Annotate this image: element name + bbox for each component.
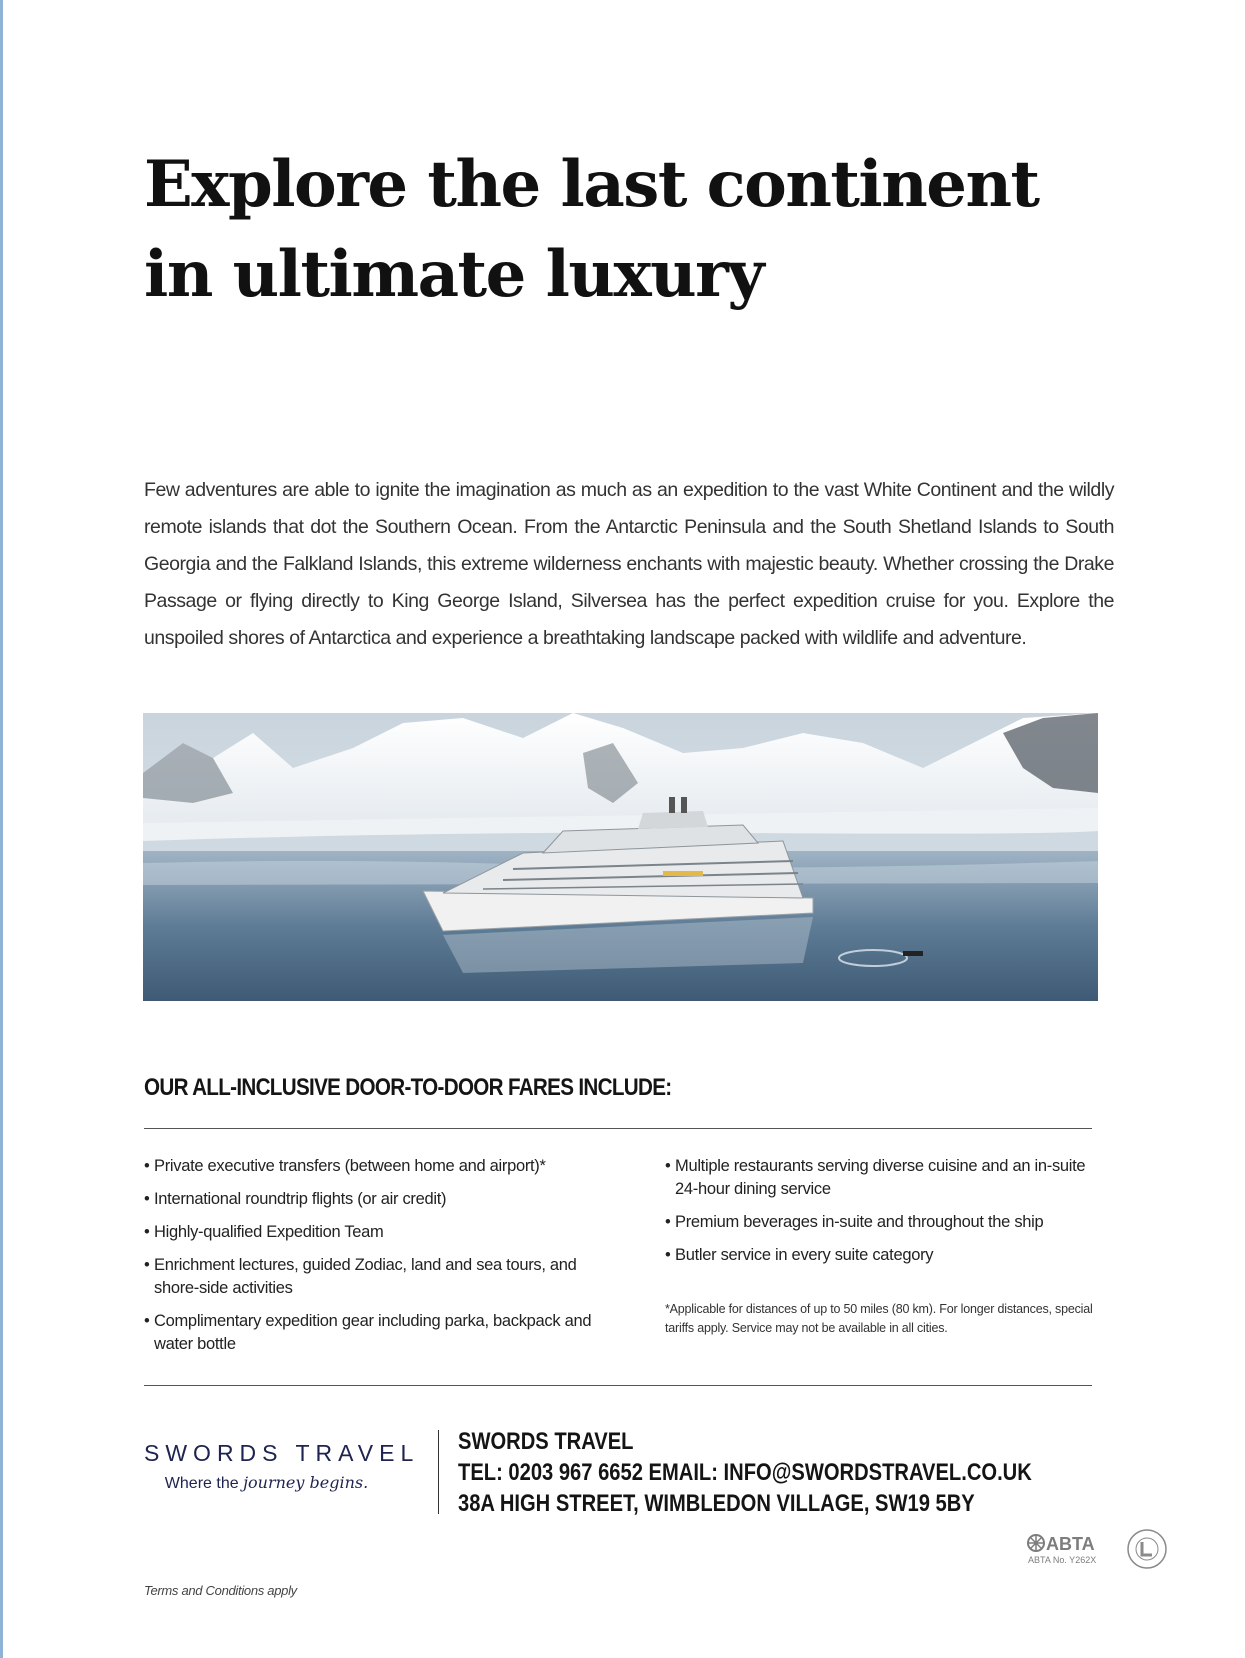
contact-address: 38A HIGH STREET, WIMBLEDON VILLAGE, SW19 5BY <box>458 1490 975 1517</box>
atol-seal-icon <box>1126 1528 1168 1570</box>
fares-footnote: *Applicable for distances of up to 50 miles (80 km). For longer distances, special tariffs apply. Service may not be available in all cities. <box>665 1302 1093 1335</box>
logo-name: SWORDS TRAVEL <box>144 1440 420 1466</box>
list-item: • Private executive transfers (between home and airport)* <box>144 1155 614 1178</box>
list-item: • Highly-qualified Expedition Team <box>144 1221 614 1244</box>
logo-tagline-prefix: Where the <box>164 1475 239 1492</box>
headline <box>144 140 1104 320</box>
list-item: • Enrichment lectures, guided Zodiac, land and sea tours, and shore-side activities <box>144 1254 614 1300</box>
fares-list-right <box>665 1155 1105 1277</box>
list-item: • Butler service in every suite category <box>665 1244 1105 1267</box>
swords-travel-logo <box>144 1440 419 1493</box>
contact-tel-email: TEL: 0203 967 6652 EMAIL: INFO@SWORDSTRAVEL.CO.UK <box>458 1459 1032 1486</box>
terms-note: Terms and Conditions apply <box>144 1583 297 1598</box>
list-item: • Premium beverages in-suite and throughout the ship <box>665 1211 1105 1234</box>
fares-bottom-rule <box>144 1385 1092 1386</box>
list-item: • Complimentary expedition gear including parka, backpack and water bottle <box>144 1310 614 1356</box>
abta-number: ABTA No. Y262X <box>1028 1555 1097 1565</box>
logo-tagline-italic: journey begins. <box>243 1473 369 1492</box>
headline-line-2: in ultimate luxury <box>144 237 764 312</box>
contact-divider <box>438 1430 439 1514</box>
contact-block <box>458 1426 1032 1519</box>
antarctic-ship-photo <box>143 713 1098 1001</box>
page-edge-strip <box>0 0 3 1658</box>
abta-logo-icon <box>1026 1532 1108 1566</box>
fares-top-rule <box>144 1128 1092 1129</box>
list-item: • International roundtrip flights (or air credit) <box>144 1188 614 1211</box>
logo-tagline <box>144 1473 419 1493</box>
abta-name: ABTA <box>1046 1534 1095 1554</box>
intro-paragraph: Few adventures are able to ignite the imagination as much as an expedition to the vast White Continent and the wildly remote islands that dot the Southern Ocean. From the Antarctic Peninsula and the South Shetland Islands to South Georgia and the Falkland Islands, this extreme wilderness enchants with majestic beauty. Whether crossing the Drake Passage or flying directly to King George Island, Silversea has the perfect expedition cruise for you. Explore the unspoiled shores of Antarctica and experience a breathtaking landscape packed with wildlife and adventure. <box>144 479 1114 649</box>
list-item: • Multiple restaurants serving diverse cuisine and an in-suite 24-hour dining service <box>665 1155 1105 1201</box>
contact-company: SWORDS TRAVEL <box>458 1428 634 1455</box>
fares-heading: OUR ALL-INCLUSIVE DOOR-TO-DOOR FARES INCLUDE: <box>144 1074 672 1101</box>
headline-line-1: Explore the last continent <box>144 147 1039 222</box>
fares-list-left <box>144 1155 614 1366</box>
